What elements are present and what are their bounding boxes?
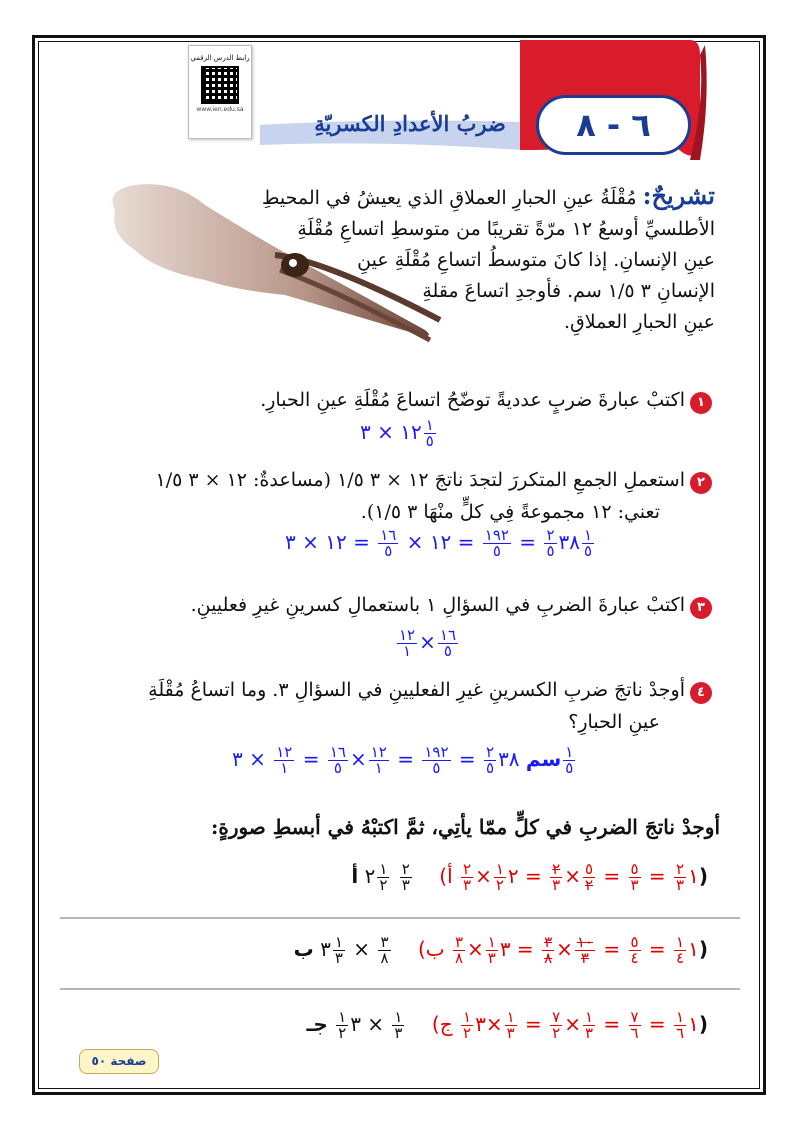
- qr-code-card[interactable]: [188, 45, 252, 139]
- exercise-a-work: ١ $\frac{٢}{٣}$ = $\frac{٥}{٣}$ = $\frac{٥}{٢}$ × $\frac{٢}{٣}$ = ٢ $\frac{١}{٢}$ × $\frac{٢}{٣}$ أ): [439, 860, 699, 894]
- question-1-text: اكتبْ عبارةَ ضربٍ عدديةً توضّحُ اتساعَ مُقْلَةِ عينِ الحبارِ.: [260, 389, 685, 411]
- exercise-item-c: ١ $\frac{١}{٦}$ = $\frac{٧}{٦}$ = $\frac{١}{٣}$ × $\frac{٧}{٢}$ = $\frac{١}{٣}$ ×٣ $\frac{١}{٢}$ ج) $\frac{١}{٣}$ × ٣ $\frac{١}{٢}$ جـ): [306, 1008, 708, 1042]
- question-2-text: استعملِ الجمعِ المتكررَ لتجدَ ناتجَ ١٢ × ٣ ١/٥ (مساعدةٌ: ١٢ × ٣ ١/٥: [155, 469, 685, 491]
- intro-line-2: الأطلسيِّ أوسعُ ١٢ مرّةً تقريبًا من متوسطِ اتساعِ مُقْلَةِ: [297, 218, 715, 240]
- qr-title: رابط الدرس الرقمي: [190, 54, 250, 62]
- question-number-2: ٢: [690, 472, 712, 494]
- answer-1: ١٢ × ٣ $\frac{١}{٥}$: [360, 416, 434, 450]
- qr-url: www.ien.edu.sa: [196, 106, 244, 113]
- divider-1: [60, 917, 740, 919]
- exercise-heading: أوجدْ ناتجَ الضربِ في كلٍّ ممّا يأتِي، ثمَّ اكتبْهُ في أبسطِ صورةٍ:: [210, 815, 720, 839]
- answer-2: ٣٨ $\frac{٢}{٥}$ = $\frac{١٩٢}{٥}$ = ١٢ × $\frac{١٦}{٥}$ = ١٢ × ٣ $\frac{١}{٥}$: [285, 526, 593, 560]
- exercise-item-a: ١ $\frac{٢}{٣}$ = $\frac{٥}{٣}$ = $\frac{٥}{٢}$ × $\frac{٢}{٣}$ = ٢ $\frac{١}{٢}$ × $\frac{٢}{٣}$ أ) $\frac{٢}{٣}$ $\frac{١}{٢}$ ٢ أ): [351, 860, 708, 894]
- intro-line-1: مُقْلَةُ عينِ الحبارِ العملاقِ الذي يعيشُ في المحيطِ: [261, 187, 637, 209]
- question-3-text: اكتبْ عبارةَ الضربِ في السؤالِ ١ باستعمالِ كسرينِ غيرِ فعليينِ.: [190, 594, 685, 616]
- intro-paragraph: [210, 180, 715, 338]
- intro-line-3: عينِ الإنسانِ. إذا كانَ متوسطُ اتساعِ مُقْلَةِ عينِ: [357, 249, 715, 271]
- question-number-4: ٤: [690, 682, 712, 704]
- question-2-text-cont: تعني: ١٢ مجموعةً فِي كلٍّ منْهَا ٣ ١/٥).: [360, 501, 660, 523]
- answer-4: سم ٣٨ $\frac{٢}{٥}$ = $\frac{١٩٢}{٥}$ = $\frac{١٢}{١}$ × $\frac{١٦}{٥}$ = $\frac{١٢}{١}$ × ٣ $\frac{١}{٥}$: [232, 743, 574, 777]
- exercise-c-work: ١ $\frac{١}{٦}$ = $\frac{٧}{٦}$ = $\frac{١}{٣}$ × $\frac{٧}{٢}$ = $\frac{١}{٣}$ ×٣ $\frac{١}{٢}$ ج): [431, 1008, 699, 1042]
- qr-code-icon: [201, 66, 239, 104]
- exercise-b-work: ١ $\frac{١}{٤}$ = $\frac{٥}{٤}$ = $\frac{١٠}{٣}$ × $\frac{٣}{٨}$ = ٣ $\frac{١}{٣}$ × $\frac{٣}{٨}$ ب): [417, 933, 699, 967]
- lesson-title: ضربُ الأعدادِ الكسريّةِ: [314, 111, 506, 136]
- intro-line-4: الإنسانِ ٣ ١/٥ سم. فأوجدِ اتساعَ مقلةِ: [422, 280, 715, 302]
- lesson-number-badge: ٦ - ٨: [536, 95, 691, 155]
- question-4-text: أوجدْ ناتجَ ضربِ الكسرينِ غيرِ الفعليينِ في السؤالِ ٣. وما اتساعُ مُقْلَةِ: [148, 679, 685, 701]
- intro-line-5: عينِ الحبارِ العملاقِ.: [564, 311, 715, 333]
- exercise-item-b: ١ $\frac{١}{٤}$ = $\frac{٥}{٤}$ = $\frac{١٠}{٣}$ × $\frac{٣}{٨}$ = ٣ $\frac{١}{٣}$ × $\frac{٣}{٨}$ ب) $\frac{٣}{٨}$ × $\frac{١}{٣}$ ٣ ب): [293, 933, 708, 967]
- divider-2: [60, 988, 740, 990]
- page-number-badge: صفحة ٥٠: [79, 1049, 159, 1074]
- question-4-text-cont: عينِ الحبارِ؟: [568, 711, 660, 733]
- intro-label: تشريحٌ:: [642, 181, 715, 210]
- question-number-1: ١: [690, 392, 712, 414]
- question-number-3: ٣: [690, 597, 712, 619]
- answer-3: $\frac{١٢}{١}$ × $\frac{١٦}{٥}$: [399, 626, 457, 660]
